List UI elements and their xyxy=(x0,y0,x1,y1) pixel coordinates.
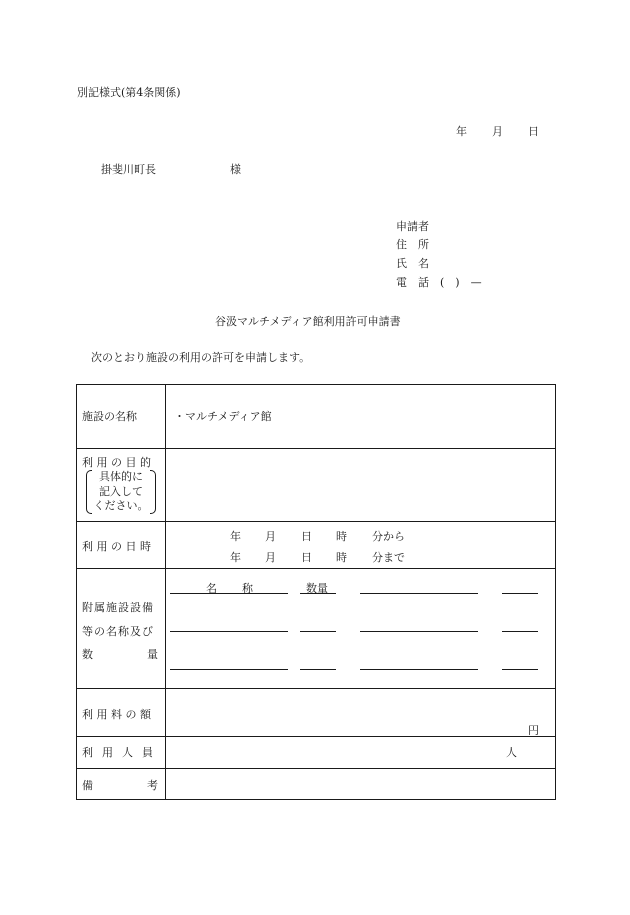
equipment-col-qty: 数量 xyxy=(306,582,328,595)
from-hour-unit: 時 xyxy=(336,530,347,543)
purpose-note-line: 記入して xyxy=(99,484,143,498)
from-day-unit: 日 xyxy=(301,530,312,543)
date-month-unit: 月 xyxy=(492,125,503,138)
honorific: 様 xyxy=(230,163,241,176)
applicant-name-label: 氏 名 xyxy=(396,257,429,270)
purpose-input[interactable] xyxy=(166,448,555,520)
row-divider xyxy=(77,521,555,522)
facility-label-text: 施設の名称 xyxy=(82,410,137,423)
equipment-label-line-3 xyxy=(82,646,158,662)
equipment-qty-line[interactable] xyxy=(502,631,538,632)
purpose-note-bracket xyxy=(86,470,156,514)
equipment-qty-line[interactable] xyxy=(502,593,538,594)
to-minute-unit: 分まで xyxy=(372,551,405,564)
to-year-unit: 年 xyxy=(230,551,241,564)
row-divider xyxy=(77,688,555,689)
applicant-title: 申請者 xyxy=(396,220,429,233)
equipment-qty-line[interactable] xyxy=(300,631,336,632)
people-unit: 人 xyxy=(506,746,517,759)
equipment-name-line[interactable] xyxy=(360,631,478,632)
equipment-name-line[interactable] xyxy=(170,669,288,670)
from-minute-unit: 分から xyxy=(372,530,405,543)
facility-value: ・マルチメディア館 xyxy=(174,410,272,423)
equipment-label-char: 数 xyxy=(82,648,93,661)
purpose-label: 利用の目的 xyxy=(82,456,155,469)
remarks-label xyxy=(82,777,158,793)
remarks-label-char: 備 xyxy=(82,779,93,792)
applicant-phone-label: 電 話 ( ) — xyxy=(396,276,482,289)
remarks-label-char: 考 xyxy=(147,779,158,792)
addressee: 掛斐川町長 xyxy=(101,163,156,176)
equipment-label-char: 量 xyxy=(147,648,158,661)
to-hour-unit: 時 xyxy=(336,551,347,564)
equipment-label-line-2: 等の名称及び xyxy=(82,625,154,638)
form-reference: 別記様式(第4条関係) xyxy=(77,86,181,99)
document-title: 谷汲マルチメディア館利用許可申請書 xyxy=(215,315,401,328)
equipment-qty-line[interactable] xyxy=(502,669,538,670)
equipment-col-name-char: 称 xyxy=(242,582,253,595)
from-year-unit: 年 xyxy=(230,530,241,543)
row-divider xyxy=(77,568,555,569)
applicant-address-label: 住 所 xyxy=(396,238,429,251)
datetime-label: 利用の日時 xyxy=(82,540,155,553)
equipment-col-name-char: 名 xyxy=(206,582,217,595)
purpose-note-line: 具体的に xyxy=(99,470,143,483)
equipment-name-line[interactable] xyxy=(360,593,478,594)
date-year-unit: 年 xyxy=(456,125,467,138)
equipment-qty-line[interactable] xyxy=(300,593,336,594)
equipment-name-line[interactable] xyxy=(170,631,288,632)
from-month-unit: 月 xyxy=(265,530,276,543)
equipment-name-line[interactable] xyxy=(360,669,478,670)
equipment-label-line-1: 附属施設設備 xyxy=(82,601,154,614)
to-month-unit: 月 xyxy=(265,551,276,564)
purpose-note-line: ください。 xyxy=(93,499,149,512)
date-day-unit: 日 xyxy=(528,125,539,138)
row-divider xyxy=(77,768,555,769)
fee-unit: 円 xyxy=(528,724,539,737)
facility-label xyxy=(82,408,158,424)
equipment-name-line[interactable] xyxy=(170,593,288,594)
to-day-unit: 日 xyxy=(301,551,312,564)
fee-label: 利用料の額 xyxy=(82,708,155,721)
equipment-qty-line[interactable] xyxy=(300,669,336,670)
people-label: 利用人員 xyxy=(82,746,162,759)
row-divider xyxy=(77,736,555,737)
intro-text: 次のとおり施設の利用の許可を申請します。 xyxy=(91,351,311,364)
